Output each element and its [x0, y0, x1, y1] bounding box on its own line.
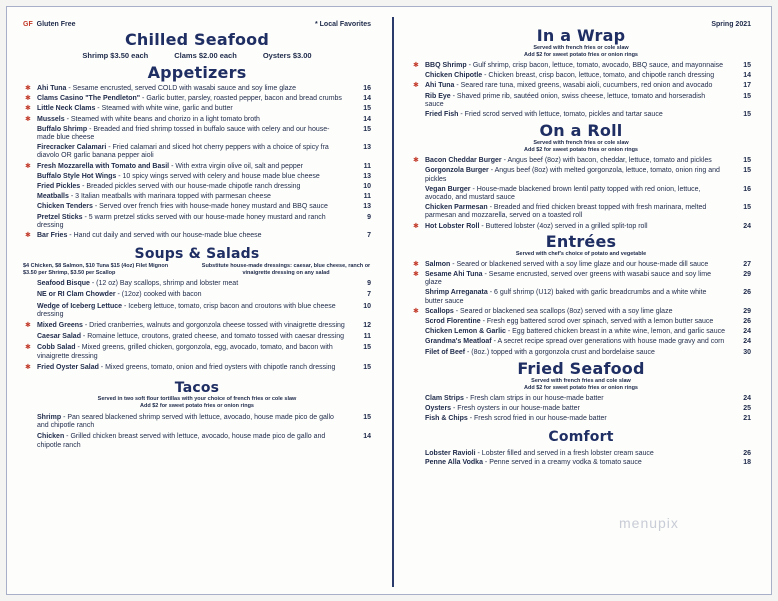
menu-item-text [425, 395, 731, 403]
comfort-list [411, 450, 751, 466]
menu-item-description: - With extra virgin olive oil, salt and pepper [169, 162, 303, 170]
menu-item [411, 82, 751, 90]
menu-item [23, 344, 371, 360]
menu-item [411, 308, 751, 316]
salad-dressings-note: Substitute house-made dressings: caesar, blue cheese, ranch or vinaigrette dressing on any salad [201, 263, 371, 276]
menu-item-name: Buffalo Shrimp [37, 125, 88, 133]
chilled-prices [23, 51, 371, 60]
menu-item-price: 26 [743, 289, 751, 297]
menu-sheet [6, 6, 772, 595]
menu-item-name: Fresh Mozzarella with Tomato and Basil [37, 162, 170, 170]
menu-item [23, 144, 371, 160]
menu-item-price: 15 [743, 167, 751, 175]
menu-item-description: - Penne served in a creamy vodka & tomato sauce [482, 458, 642, 466]
menu-item-price: 13 [363, 203, 371, 211]
menu-item-text [37, 183, 351, 191]
menu-item-name: Scrod Florentine [425, 318, 481, 326]
menu-item-description: - Pan seared blackened shrimp served with lettuce, avocado, house made pico de gallo and chipotle ranch [37, 414, 334, 430]
appetizers-list [23, 85, 371, 240]
menu-item-description: - Dried cranberries, walnuts and gorgonzola cheese tossed with vinaigrette dressing [82, 322, 345, 330]
menu-item-name: Caesar Salad [37, 333, 81, 341]
menu-item-description: - Breaded and fried shrimp tossed in buffalo sauce with celery and our house-made blue cheese [37, 125, 330, 142]
menu-item-description: - Shaved prime rib, sautéed onion, swiss cheese, lettuce, tomato and horseradish sauce [425, 92, 706, 108]
menu-item [23, 173, 371, 181]
chilled-price: Shrimp $3.50 each [82, 51, 149, 60]
menu-item-name: Chicken Tenders [37, 203, 93, 211]
menu-item [411, 450, 751, 458]
gluten-free-mark: ✱ [413, 62, 419, 69]
menu-item-text [37, 291, 351, 299]
menu-item-name: Fried Fish [425, 111, 459, 119]
menu-item-text [425, 459, 731, 467]
menu-item-price: 16 [363, 85, 371, 92]
menu-item-name: Shrimp [37, 414, 62, 422]
menu-item-name: Grandma's Meatloaf [425, 338, 492, 346]
menu-item-description: - Gulf shrimp, crisp bacon, lettuce, tomato, avocado, BBQ sauce, and mayonnaise [466, 62, 724, 69]
menu-item-text [425, 261, 731, 269]
gluten-free-mark: ✱ [413, 260, 419, 268]
menu-item-price: 9 [367, 280, 371, 288]
menu-item-price: 29 [743, 307, 751, 315]
chilled-price: Oysters $3.00 [262, 51, 312, 60]
roll-note-upcharge: Add $2 for sweet potato fries or onion rings [524, 147, 638, 154]
gluten-free-mark: ✱ [25, 363, 31, 371]
menu-item-text [425, 223, 731, 231]
menu-item-description: - (8oz.) topped with a gorgonzola crust and bordelaise sauce [465, 348, 655, 356]
menu-item-description: - (12oz) cooked with bacon [115, 291, 202, 299]
menu-item-text [37, 433, 351, 449]
menu-item-description: - Breaded and fried chicken breast topped with fresh marinara, melted parmesan and mozzarella, served on a toasted roll [425, 204, 707, 220]
menu-item-description: - Steamed with white beans and chorizo in a light tomato broth [64, 115, 260, 123]
fried-note: Served with french fries and cole slaw [531, 377, 631, 384]
menu-item-name: Ahi Tuna [37, 85, 67, 92]
menu-item [23, 291, 371, 299]
menu-item-name: Rib Eye [425, 92, 451, 100]
menu-item-price: 13 [363, 172, 371, 180]
gluten-free-mark: ✱ [413, 222, 419, 230]
fried-note-upcharge: Add $2 for sweet potato fries or onion rings [524, 384, 638, 391]
menu-item-text [37, 303, 351, 319]
menu-item-text [425, 111, 731, 119]
gluten-free-mark: ✱ [25, 95, 31, 103]
menu-item-text [37, 105, 351, 113]
menu-item-text [425, 405, 731, 413]
menu-item-description: - Sesame encrusted, served over greens with wasabi sauce and soy lime glaze [425, 271, 711, 287]
menu-item-price: 24 [743, 328, 751, 336]
menu-item-price: 14 [363, 433, 371, 441]
menu-item-description: - Mixed greens, grilled chicken, gorgonzola, egg, avocado, tomato, and bacon with vinaigrette dressing [37, 344, 333, 360]
watermark: menupix [619, 515, 679, 531]
menu-item-price: 7 [367, 291, 371, 299]
menu-item-text [37, 344, 351, 360]
menu-item-price: 27 [743, 260, 751, 268]
fried-list [411, 395, 751, 424]
menu-item-name: Hot Lobster Roll [425, 222, 480, 230]
menu-item-name: Firecracker Calamari [37, 144, 107, 152]
menu-item [23, 364, 371, 372]
menu-item [23, 126, 371, 142]
menu-item-name: Salmon [425, 260, 451, 268]
tacos-note-upcharge: Add $2 for sweet potato fries or onion rings [140, 403, 254, 410]
gluten-free-mark: ✱ [413, 307, 419, 315]
menu-item-text [37, 173, 351, 181]
menu-item-name: Sesame Ahi Tuna [425, 271, 483, 279]
menu-item-price: 15 [363, 105, 371, 113]
roll-list [411, 157, 751, 231]
menu-item [23, 95, 371, 103]
menu-item-price: 14 [363, 95, 371, 103]
menu-item [411, 261, 751, 269]
menu-item-description: - Hand cut daily and served with our house-made blue cheese [67, 232, 262, 240]
menu-item-name: Clams Casino "The Pendleton" [37, 95, 141, 103]
menu-item [23, 193, 371, 201]
menu-item-name: Pretzel Sticks [37, 213, 83, 221]
chilled-price: Clams $2.00 each [174, 51, 237, 60]
entrees-list [411, 261, 751, 357]
menu-item-description: - Buttered lobster (4oz) served in a grilled split-top roll [479, 222, 648, 230]
menu-item-description: - Fresh oysters in our house-made batter [451, 405, 580, 413]
menu-item [23, 214, 371, 230]
menu-item-text [37, 280, 351, 288]
menu-item [411, 223, 751, 231]
menu-item-name: Wedge of Iceberg Lettuce [37, 302, 123, 310]
menu-item-name: Oysters [425, 405, 452, 413]
gluten-free-mark: ✱ [25, 232, 31, 240]
appetizers-title: Appetizers [147, 63, 247, 82]
chilled-seafood-title: Chilled Seafood [124, 30, 270, 49]
menu-item-name: Little Neck Clams [37, 105, 96, 113]
menu-item [411, 405, 751, 413]
menu-item-name: Chicken Parmesan [425, 204, 488, 212]
soups-list [23, 280, 371, 372]
menu-item-description: - Seared or blackened sea scallops (8oz) served with a soy lime glaze [453, 307, 673, 315]
menu-item-description: - Mixed greens, tomato, onion and fried oysters with chipotle ranch dressing [98, 363, 336, 371]
menu-item-text [425, 271, 731, 287]
menu-item-description: - Seared or blackened served with a soy lime glaze and our house-made dill sauce [450, 260, 709, 268]
menu-item [23, 333, 371, 341]
wrap-note: Served with french fries or cole slaw [533, 45, 629, 51]
menu-item-description: - Breaded pickles served with our house-made chipotle ranch dressing [80, 183, 301, 191]
menu-item [411, 157, 751, 165]
salad-addons-note: $4 Chicken, $8 Salmon, $10 Tuna $15 (4oz) Filet Mignon $3.50 per Shrimp, $3.50 per Scallop [23, 263, 169, 276]
season-label: Spring 2021 [711, 21, 751, 28]
gluten-free-mark: ✱ [25, 322, 31, 330]
menu-item-price: 26 [743, 450, 751, 458]
menu-item-description: - Garlic butter, parsley, roasted pepper, bacon and bread crumbs [140, 95, 342, 103]
menu-item-description: - Seared rare tuna, mixed greens, wasabi aioli, cucumbers, red onion and avocado [454, 82, 713, 90]
menu-item-name: Scallops [425, 307, 454, 315]
menu-item [23, 85, 371, 93]
soups-salads-title: Soups & Salads [134, 246, 260, 263]
menu-item-text [37, 116, 351, 124]
menu-item [411, 111, 751, 119]
menu-item-description: - Iceberg lettuce, tomato, crisp bacon and croutons with blue cheese dressing [37, 302, 336, 318]
menu-item-price: 18 [743, 458, 751, 466]
tacos-title: Tacos [174, 380, 220, 397]
menu-item-price: 15 [363, 363, 371, 371]
menu-item-price: 12 [363, 322, 371, 330]
entrees-note: Served with chef's choice of potato and vegetable [515, 250, 647, 257]
gluten-free-mark: GF [23, 21, 33, 28]
menu-item-text [425, 338, 731, 346]
column-divider [392, 17, 394, 587]
gluten-free-mark: ✱ [25, 115, 31, 123]
menu-item [23, 105, 371, 113]
menu-item-price: 15 [743, 157, 751, 165]
menu-item-description: - 5 warm pretzel sticks served with our house-made honey mustard and ranch dressing [37, 213, 326, 229]
menu-item-text [425, 167, 731, 183]
menu-item-description: - Fried scrod served with lettuce, tomato, pickles and tartar sauce [458, 111, 663, 119]
menu-item-name: Shrimp Arreganata [425, 289, 488, 297]
menu-item-text [425, 186, 731, 202]
gluten-free-legend [23, 21, 76, 31]
menu-item-text [37, 126, 351, 142]
menu-item [23, 303, 371, 319]
menu-item-text [425, 308, 731, 316]
menu-item-price: 14 [363, 115, 371, 123]
menu-item [23, 322, 371, 330]
menu-item-description: - Romaine lettuce, croutons, grated cheese, and tomato tossed with caesar dressing [80, 333, 345, 341]
menu-item-name: Bar Fries [37, 232, 68, 240]
menu-item-text [37, 364, 351, 372]
menu-item-name: NE or RI Clam Chowder [37, 291, 116, 299]
menu-item-description: - 6 gulf shrimp (U12) baked with garlic breadcrumbs and a white white butter sauce [425, 289, 707, 305]
menu-item-text [37, 193, 351, 201]
menu-item-price: 11 [363, 193, 371, 201]
menu-item-name: Fish & Chips [425, 415, 468, 423]
menu-item-description: - 3 Italian meatballs with marinara topped with parmesan cheese [68, 193, 271, 201]
menu-item-name: Chicken Lemon & Garlic [425, 328, 506, 336]
menu-item-text [37, 214, 351, 230]
on-a-roll-title: On a Roll [539, 121, 623, 141]
menu-item-name: Ahi Tuna [425, 82, 455, 90]
menu-item-name: Chicken [37, 433, 65, 441]
menu-item-description: - 10 spicy wings served with celery and house made blue cheese [116, 172, 320, 180]
menu-item-text [37, 144, 351, 160]
menu-item-name: Bacon Cheddar Burger [425, 157, 502, 165]
menu-item-description: - Angus beef (8oz) with bacon, cheddar, lettuce, tomato and pickles [501, 157, 712, 165]
menu-item-text [37, 232, 351, 240]
menu-item-name: Fried Oyster Salad [37, 363, 99, 371]
menu-item-description: - Chicken breast, crisp bacon, lettuce, tomato, and chipotle ranch dressing [482, 72, 715, 80]
menu-item-price: 15 [743, 204, 751, 212]
menu-item-name: Gorgonzola Burger [425, 167, 489, 175]
menu-item-name: BBQ Shrimp [425, 62, 467, 69]
menu-item [411, 204, 751, 220]
menu-item [411, 415, 751, 423]
menu-item-description: - A secret recipe spread over generations with house made gravy and corn [491, 338, 725, 346]
menu-item-name: Vegan Burger [425, 185, 471, 193]
menu-item-price: 24 [743, 222, 751, 230]
menu-item-price: 11 [363, 333, 371, 341]
menu-item [23, 232, 371, 240]
left-column [23, 21, 371, 450]
menu-item-text [37, 333, 351, 341]
fried-seafood-title: Fried Seafood [517, 358, 645, 378]
soups-notes [23, 263, 371, 276]
menu-item-name: Filet of Beef [425, 348, 466, 356]
menu-item [23, 163, 371, 171]
menu-item-text [37, 322, 351, 330]
menu-item-price: 15 [743, 111, 751, 119]
menu-item [411, 328, 751, 336]
menu-item [411, 62, 751, 70]
menu-item-text [425, 72, 731, 80]
menu-item-price: 7 [367, 232, 371, 240]
menu-item-text [37, 163, 351, 171]
menu-item-text [37, 85, 351, 93]
menu-item-price: 15 [363, 414, 371, 422]
menu-item [23, 433, 371, 449]
menu-item [411, 271, 751, 287]
menu-item-description: - Angus beef (8oz) with melted gorgonzola, lettuce, tomato, onion ring and pickles [425, 167, 720, 183]
gluten-free-mark: ✱ [413, 271, 419, 279]
menu-item-description: - Fresh egg battered scrod over spinach, served with a lemon butter sauce [480, 318, 714, 326]
tacos-note: Served in two soft flour tortillas with your choice of french fries or cole slaw [97, 396, 297, 403]
local-favorites-legend: * Local Favorites [314, 21, 371, 28]
menu-item [411, 289, 751, 305]
menu-item-price: 30 [743, 348, 751, 356]
menu-item-description: - Lobster filled and served in a fresh lobster cream sauce [475, 450, 654, 458]
menu-item-price: 21 [743, 415, 751, 423]
gluten-free-mark: ✱ [413, 82, 419, 90]
entrees-title: Entrées [545, 231, 617, 251]
menu-item-text [425, 204, 731, 220]
menu-item [411, 338, 751, 346]
menu-item-text [425, 328, 731, 336]
menu-item-text [425, 450, 731, 458]
menu-item [23, 183, 371, 191]
menu-item-price: 11 [363, 162, 371, 170]
menu-item-text [425, 157, 731, 165]
gluten-free-mark: ✱ [413, 157, 419, 165]
menu-item-text [37, 95, 351, 103]
menu-item-name: Mussels [37, 115, 65, 123]
menu-item-price: 15 [743, 62, 751, 69]
menu-item [411, 318, 751, 326]
roll-note: Served with french fries or cole slaw [533, 140, 629, 147]
menu-item-price: 16 [743, 185, 751, 193]
menu-item-price: 25 [743, 405, 751, 413]
menu-item [411, 93, 751, 109]
comfort-title: Comfort [548, 429, 614, 446]
gluten-free-mark: ✱ [25, 162, 31, 170]
menu-item-description: - Fried calamari and sliced hot cherry peppers with a choice of spicy fra diavolo OR garlic banana pepper aioli [37, 144, 329, 160]
menu-item-name: Cobb Salad [37, 344, 76, 352]
menu-item-price: 15 [363, 344, 371, 352]
menu-item [23, 280, 371, 288]
menu-item-price: 29 [743, 271, 751, 279]
menu-item-text [425, 415, 731, 423]
menu-item [411, 459, 751, 467]
menu-item-description: - Fresh clam strips in our house-made batter [463, 394, 604, 402]
menu-item-price: 17 [743, 82, 751, 90]
menu-item [23, 203, 371, 211]
menu-item-name: Mixed Greens [37, 322, 83, 330]
menu-item-text [425, 289, 731, 305]
menu-item-price: 15 [363, 125, 371, 133]
gluten-free-label: Gluten Free [36, 21, 76, 28]
menu-item-name: Seafood Bisque [37, 280, 90, 288]
in-a-wrap-title: In a Wrap [536, 26, 626, 45]
menu-item-price: 10 [363, 183, 371, 191]
menu-item-name: Clam Strips [425, 394, 464, 402]
gluten-free-mark: ✱ [25, 344, 31, 352]
menu-item-price: 26 [743, 318, 751, 326]
menu-item-description: - Steamed with white wine, garlic and butter [95, 105, 233, 113]
menu-item-price: 10 [363, 302, 371, 310]
menu-item-text [425, 318, 731, 326]
menu-item-description: - Fresh scrod fried in our house-made batter [467, 415, 607, 423]
menu-item [23, 116, 371, 124]
menu-item-name: Buffalo Style Hot Wings [37, 172, 117, 180]
menu-item [411, 395, 751, 403]
right-column [411, 21, 751, 467]
wrap-note-upcharge: Add $2 for sweet potato fries or onion rings [524, 52, 638, 58]
menu-item-text [425, 349, 731, 357]
menu-item-description: - Grilled chicken breast served with lettuce, avocado, house made pico de gallo and chipotle ranch [37, 433, 326, 449]
menu-item-name: Chicken Chipotle [425, 72, 483, 80]
menu-item [23, 414, 371, 430]
menu-item-price: 24 [743, 338, 751, 346]
menu-item-description: - Egg battered chicken breast in a white wine, lemon, and garlic sauce [505, 328, 725, 336]
menu-item-price: 9 [367, 213, 371, 221]
menu-item-price: 15 [743, 92, 751, 100]
menu-item-description: - (12 oz) Bay scallops, shrimp and lobster meat [89, 280, 239, 288]
menu-item-description: - Served over french fries with house-made honey mustard and BBQ sauce [92, 203, 328, 211]
gluten-free-mark: ✱ [25, 105, 31, 113]
menu-item [411, 186, 751, 202]
menu-item-price: 14 [743, 72, 751, 80]
menu-item [411, 72, 751, 80]
menu-item-price: 13 [363, 144, 371, 152]
menu-item-text [425, 93, 731, 109]
menu-item-price: 24 [743, 394, 751, 402]
wrap-list [411, 62, 751, 119]
menu-item-text [425, 62, 731, 70]
tacos-list [23, 414, 371, 450]
menu-item [411, 167, 751, 183]
menu-item-text [37, 414, 351, 430]
menu-item-name: Meatballs [37, 193, 69, 201]
menu-item-description: - Sesame encrusted, served COLD with wasabi sauce and soy lime glaze [66, 85, 296, 92]
menu-item-name: Penne Alla Vodka [425, 458, 483, 466]
menu-item-name: Lobster Ravioli [425, 450, 476, 458]
menu-item-text [37, 203, 351, 211]
menu-item-name: Fried Pickles [37, 183, 81, 191]
menu-item [411, 349, 751, 357]
menu-item-description: - House-made blackened brown lentil patty topped with red onion, lettuce, avocado, and mustard sauce [425, 185, 701, 202]
menu-item-text [425, 82, 731, 90]
gluten-free-mark: ✱ [25, 85, 31, 92]
